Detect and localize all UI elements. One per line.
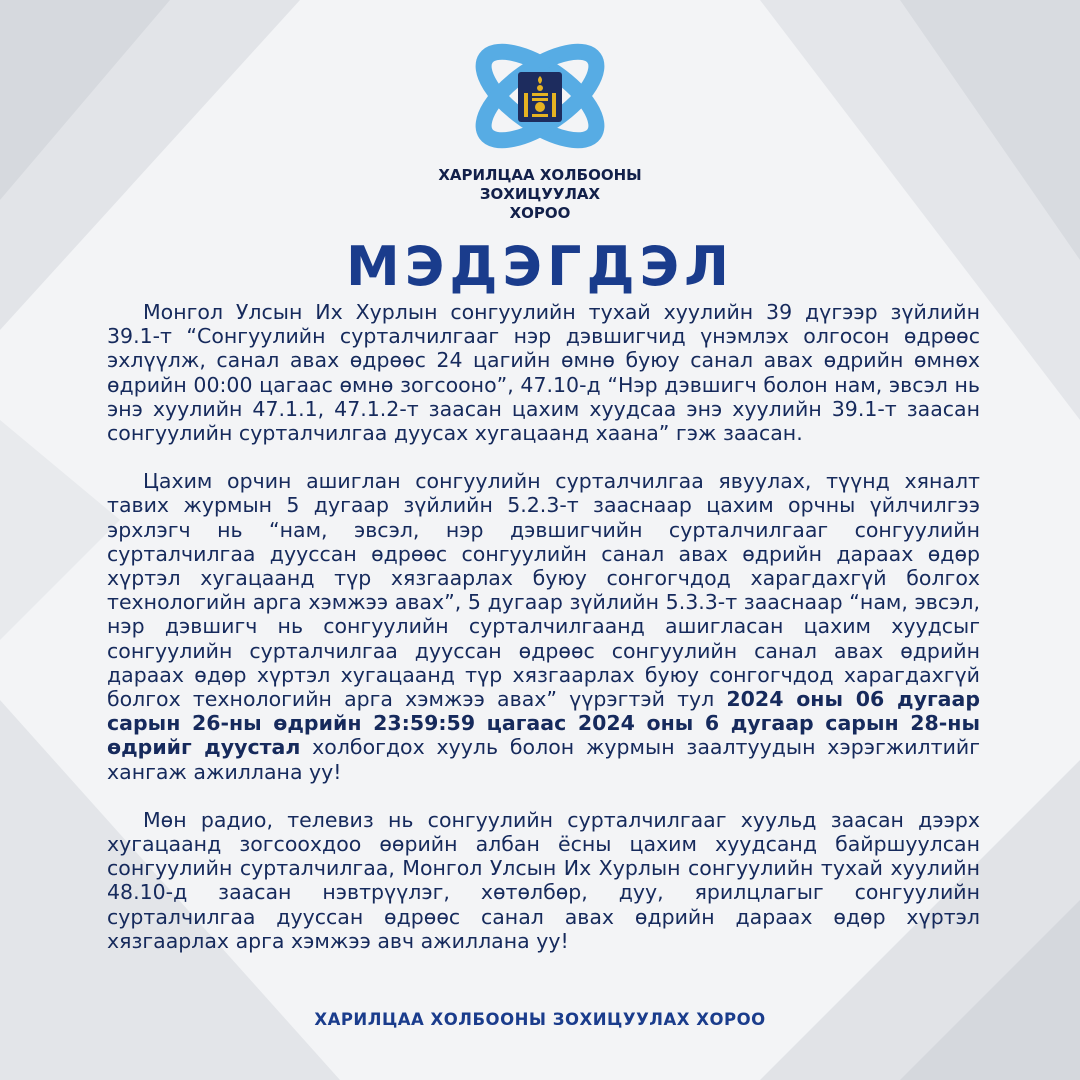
logo-text-line-2: ЗОХИЦУУЛАХ	[479, 185, 601, 203]
paragraph-2	[107, 469, 980, 784]
logo-text-line-1: ХАРИЛЦАА ХОЛБООНЫ	[438, 166, 642, 184]
paragraph-2-date-range: 2024 оны 06 дугаар сарын 26-ны өдрийн 23:59:59 цагаас 2024 оны 6 дугаар сарын 28-ны өдрийг дуустал	[107, 687, 980, 760]
logo-text-line-3: ХОРОО	[509, 204, 571, 222]
announcement-body	[107, 300, 980, 977]
logo	[462, 36, 618, 156]
atom-logo-icon	[462, 36, 618, 156]
paragraph-2-end: холбогдох хууль болон журмын заалтуудын хэрэгжилтийг хангаж ажиллана уу!	[107, 735, 980, 784]
paragraph-2-start: Цахим орчин ашиглан сонгуулийн сурталчилгаа явуулах, түүнд хяналт тавих журмын 5 дугаар зүйлийн 5.2.3-т зааснаар цахим орчны үйлчилгээ эрхлэгч нь “нам, эвсэл, нэр дэвшигчийн сурталчилгааг сонгуулийн сурталчилгаа дууссан өдрөөс сонгуулийн санал авах өдрийн дараах өдөр хүртэл хугацаанд түр хязгаарлах буюу сонгогчдод харагдахгүй болгох технологийн арга хэмжээ авах”, 5 дугаар зүйлийн 5.3.3-т зааснаар “нам, эвсэл, нэр дэвшигч нь сонгуулийн сурталчилгаанд ашигласан цахим хуудсыг сонгуулийн сурталчилгаа дууссан өдрөөс сонгуулийн санал авах өдрийн дараах өдөр хүртэл хугацаанд түр хязгаарлах буюу сонгогчдод харагдахгүй болгох технологийн арга хэмжээ авах” үүрэгтэй тул	[107, 469, 980, 712]
footer-signature: ХАРИЛЦАА ХОЛБООНЫ ЗОХИЦУУЛАХ ХОРОО	[314, 1010, 766, 1029]
logo-text	[390, 166, 690, 223]
paragraph-1: Монгол Улсын Их Хурлын сонгуулийн тухай хуулийн 39 дүгээр зүйлийн 39.1-т “Сонгуулийн сурталчилгааг нэр дэвшигчид үнэмлэх олгосон өдрөөс эхлүүлж, санал авах өдрөөс 24 цагийн өмнө буюу санал авах өдрийн өмнөх өдрийн 00:00 цагаас өмнө зогсооно”, 47.10-д “Нэр дэвшигч болон нам, эвсэл нь энэ хуулийн 47.1.1, 47.1.2-т заасан цахим хуудсаа энэ хуулийн 39.1-т заасан сонгуулийн сурталчилгаа дуусах хугацаанд хаана” гэж заасан.	[107, 300, 980, 446]
paragraph-3: Мөн радио, телевиз нь сонгуулийн сурталчилгааг хуульд заасан дээрх хугацаанд зогсоохдоо өөрийн албан ёсны цахим хуудсанд байршуулсан сонгуулийн сурталчилгаа, Монгол Улсын Их Хурлын сонгуулийн тухай хуулийн 48.10-д заасан нэвтрүүлэг, хөтөлбөр, дуу, ярилцлагыг сонгуулийн сурталчилгаа дууссан өдрөөс санал авах өдрийн дараах өдөр хүртэл хязгаарлах арга хэмжээ авч ажиллана уу!	[107, 807, 980, 953]
announcement-title: МЭДЭГДЭЛ	[345, 235, 735, 298]
